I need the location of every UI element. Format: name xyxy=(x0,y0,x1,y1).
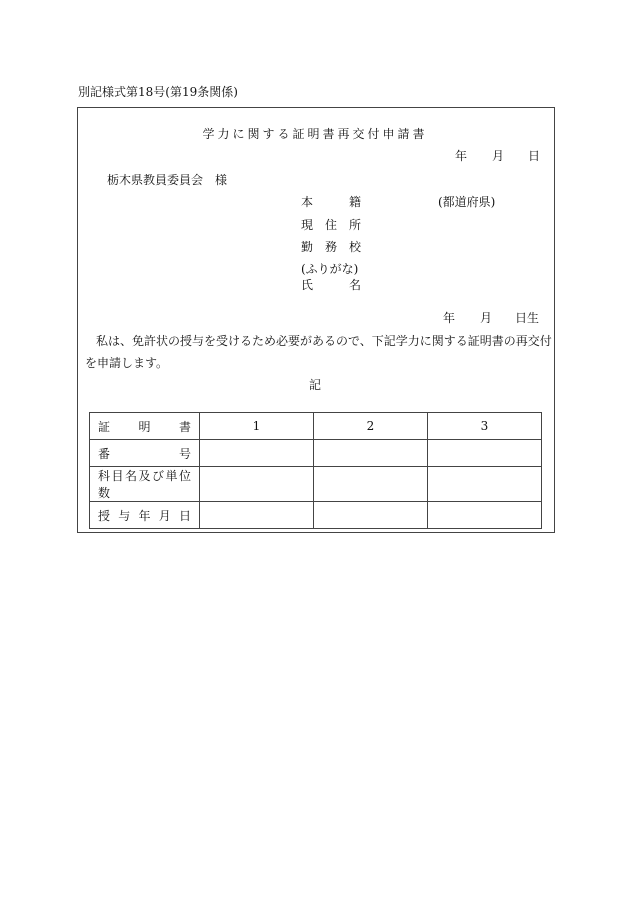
table-cell xyxy=(314,467,428,502)
addressee: 栃木県教員委員会 様 xyxy=(107,173,228,187)
table-cell xyxy=(200,440,314,467)
prefecture-label: (都道府県) xyxy=(438,195,496,209)
address-label: 現 住 所 xyxy=(301,218,362,232)
table-cell xyxy=(428,502,542,529)
birth-day-label: 日生 xyxy=(515,311,540,325)
application-statement-line-1: 私は、免許状の授与を受けるため必要があるので、下記学力に関する証明書の再交付 xyxy=(96,334,552,348)
birth-year-label: 年 xyxy=(443,311,456,325)
table-row xyxy=(90,502,542,529)
honseki-label: 本 籍 xyxy=(301,195,362,209)
table-cell xyxy=(314,502,428,529)
certificate-table xyxy=(89,412,542,529)
table-cell xyxy=(428,467,542,502)
workplace-label: 勤 務 校 xyxy=(301,240,362,254)
row-label-subjects-credits: 科目名及び単位数 xyxy=(90,467,200,502)
date-day-label: 日 xyxy=(528,149,541,163)
row-label-grant-date: 授与年月日 xyxy=(90,502,200,529)
name-label: 氏 名 xyxy=(301,278,362,292)
furigana-label: (ふりがな) xyxy=(301,262,359,276)
row-label-number: 番号 xyxy=(90,440,200,467)
date-month-label: 月 xyxy=(492,149,505,163)
table-row xyxy=(90,467,542,502)
date-year-label: 年 xyxy=(455,149,468,163)
form-title: 学力に関する証明書再交付申請書 xyxy=(202,127,428,141)
table-row xyxy=(90,440,542,467)
table-header-row xyxy=(90,413,542,440)
table-header-label: 証明書 xyxy=(90,413,200,440)
column-number-3: 3 xyxy=(428,413,542,440)
table-cell xyxy=(200,502,314,529)
birth-month-label: 月 xyxy=(480,311,493,325)
form-number-label: 別記様式第18号(第19条関係) xyxy=(78,85,238,99)
table-cell xyxy=(428,440,542,467)
ki-label: 記 xyxy=(308,378,321,392)
application-statement-line-2: を申請します。 xyxy=(85,356,169,370)
column-number-2: 2 xyxy=(314,413,428,440)
column-number-1: 1 xyxy=(200,413,314,440)
table-cell xyxy=(314,440,428,467)
table-cell xyxy=(200,467,314,502)
